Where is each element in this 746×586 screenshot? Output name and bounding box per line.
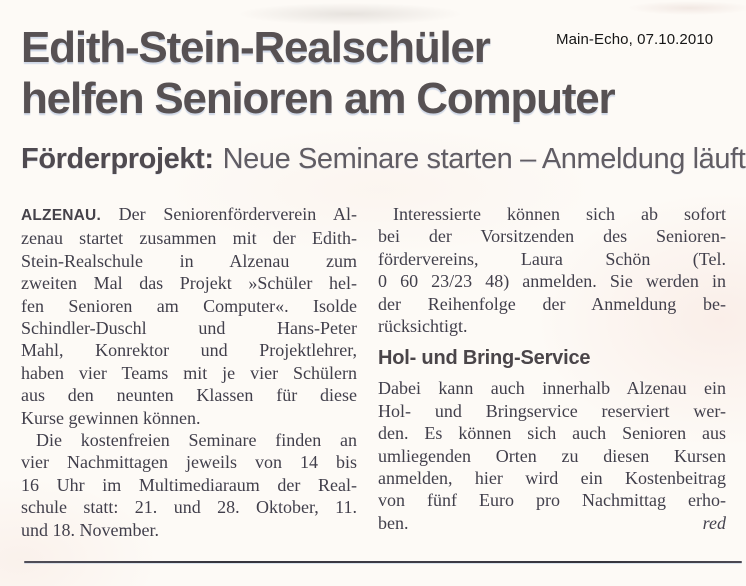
paragraph-line: anmelden, hier wird ein Kostenbeitrag — [378, 468, 726, 489]
paragraph-line: Interessierte können sich ab sofort — [393, 204, 726, 224]
paragraph-line: zenau startet zusammen mit der Edith- — [21, 228, 357, 249]
paragraph-line: vier Nachmittagen jeweils von 14 bis — [21, 452, 357, 473]
paragraph-line: Schindler-Duschl und Hans-Peter — [21, 318, 357, 339]
article-body — [21, 203, 726, 541]
bottom-rule — [24, 561, 742, 563]
paragraph-line: 16 Uhr im Multimediaraum der Real- — [21, 474, 357, 495]
paragraph-line: rücksichtigt. — [378, 316, 468, 337]
paragraph-line: fördervereins, Laura Schön (Tel. — [378, 248, 726, 269]
column-subheading: Hol- und Bring-Service — [378, 347, 591, 370]
article-column — [378, 203, 726, 541]
article-paragraph — [378, 377, 726, 534]
paragraph-line: 0 60 23/23 48) anmelden. Sie werden in — [378, 271, 726, 292]
paragraph-line: zweiten Mal das Projekt »Schüler hel- — [21, 273, 357, 294]
paragraph-line: Stein-Realschule in Alzenau zum — [21, 250, 357, 271]
article-column — [21, 203, 357, 541]
paragraph-line: den. Es können sich auch Senioren aus — [378, 423, 726, 444]
dateline-lead: ALZENAU. — [21, 207, 101, 224]
subheadline-text: Neue Seminare starten – Anmeldung läuft — [222, 143, 746, 175]
paragraph-line: bei der Vorsitzenden des Senioren- — [378, 226, 726, 247]
paragraph-line: aus den neunten Klassen für diese — [21, 385, 357, 406]
paragraph-line: haben vier Teams mit je vier Schülern — [21, 362, 357, 383]
article-headline — [21, 22, 614, 124]
article-subheadline — [21, 142, 745, 176]
subheadline-topic: Förderprojekt: — [21, 143, 214, 175]
paragraph-line: ben. red — [378, 512, 726, 533]
article-paragraph — [21, 203, 357, 429]
headline-line2: helfen Senioren am Computer — [21, 74, 615, 123]
paragraph-line: fen Senioren am Computer«. Isolde — [21, 295, 357, 316]
paragraph-line: Mahl, Konrektor und Projektlehrer, — [21, 340, 357, 361]
paragraph-line: und 18. November. — [21, 519, 159, 540]
headline-line1: Edith-Stein-Realschüler — [21, 23, 490, 72]
paragraph-line: Kurse gewinnen können. — [21, 407, 201, 428]
paragraph-line: Die kostenfreien Seminare finden an — [36, 430, 357, 451]
article-paragraph — [21, 429, 357, 541]
source-attribution: Main-Echo, 07.10.2010 — [556, 31, 714, 48]
author-signature: red — [702, 512, 726, 533]
paragraph-line: von fünf Euro pro Nachmittag erho- — [378, 490, 726, 511]
paragraph-line: Hol- und Bringservice reserviert wer- — [378, 400, 726, 421]
paragraph-line: der Reihenfolge der Anmeldung be- — [378, 293, 726, 314]
paragraph-line: schule statt: 21. und 28. Oktober, 11. — [21, 497, 357, 518]
article-paragraph — [378, 203, 726, 337]
paragraph-line: Dabei kann auch innerhalb Alzenau ein — [378, 378, 726, 399]
paragraph-line: ALZENAU. Der Seniorenförderverein Al- — [21, 204, 357, 224]
paragraph-line: umliegenden Orten zu diesen Kursen — [378, 445, 726, 466]
